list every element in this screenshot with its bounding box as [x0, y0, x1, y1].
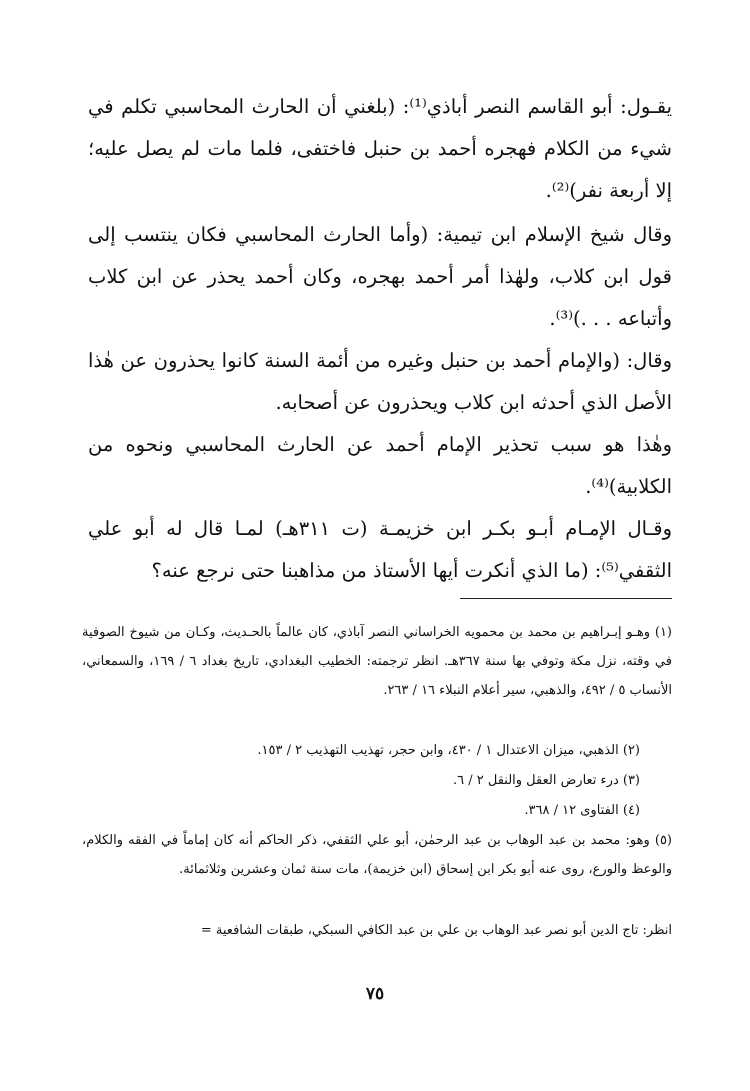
body-paragraph-2: وقال شيخ الإسلام ابن تيمية: (وأما الحارث المحاسبي فكان ينتسب إلى قول ابن كلاب، ولهٰذا أمر أحمد بهجره، وكان أحمد يحذر عن ابن كلاب وأتباعه . . .)⁽³⁾.: [88, 223, 672, 330]
footnote-continuation: انظر: تاج الدين أبو نصر عبد الوهاب بن علي بن عبد الكافي السبكي، طبقات الشافعية =: [200, 923, 672, 938]
body-paragraph-3: وقال: (والإمام أحمد بن حنبل وغيره من أئمة السنة كانوا يحذرون عن هٰذا الأصل الذي أحدثه ابن كلاب ويحذرون عن أصحابه.: [88, 349, 672, 414]
footnote-1: (١) وهـو إبـراهيم بن محمد بن محمويه الخراساني النصر آباذي، كان عالماً بالحـديث، وكـان من شيوخ الصوفية في وقته، نزل مكة وتوفي بها سنة ٣٦٧هـ. انظر ترجمته: الخطيب البغدادي، تاريخ بغداد ٦ / ١٦٩، والسمعاني، الأنساب ٥ / ٤٩٢، والذهبي، سير أعلام النبلاء ١٦ / ٢٦٣.: [82, 625, 672, 698]
body-paragraph-1: يقـول: أبو القاسم النصر أباذي⁽¹⁾: (بلغني أن الحارث المحاسبي تكلم في شيء من الكلام فهجره أحمد بن حنبل فاختفى، فلما مات لم يصل عليه؛ إلا أربعة نفر)⁽²⁾.: [88, 95, 673, 202]
footnote-3: (٣) درء تعارض العقل والنقل ٢ / ٦.: [452, 773, 640, 788]
footnote-divider: [460, 598, 672, 599]
body-paragraph-4: وهٰذا هو سبب تحذير الإمام أحمد عن الحارث المحاسبي ونحوه من الكلابية)⁽⁴⁾.: [88, 433, 672, 498]
footnote-4: (٤) الفتاوى ١٢ / ٣٦٨.: [524, 803, 640, 818]
footnote-2: (٢) الذهبي، ميزان الاعتدال ١ / ٤٣٠، وابن حجر، تهذيب التهذيب ٢ / ١٥٣.: [257, 743, 640, 758]
footnote-5: (٥) وهو: محمد بن عبد الوهاب بن عبد الرحمٰن، أبو علي الثقفي، ذكر الحاكم أنه كان إماماً في الفقه والكلام، والوعظ والورع، روى عنه أبو بكر ابن إسحاق (ابن خزيمة)، مات سنة ثمان وعشرين وثلاثمائة.: [82, 833, 672, 877]
body-paragraph-5: وقـال الإمـام أبـو بكـر ابن خزيمـة (ت ٣١١هـ) لمـا قال له أبو علي الثقفي⁽⁵⁾: (ما الذي أنكرت أيها الأستاذ من مذاهبنا حتى نرجع عنه؟: [88, 517, 673, 582]
page-number: ٧٥: [365, 984, 385, 1004]
